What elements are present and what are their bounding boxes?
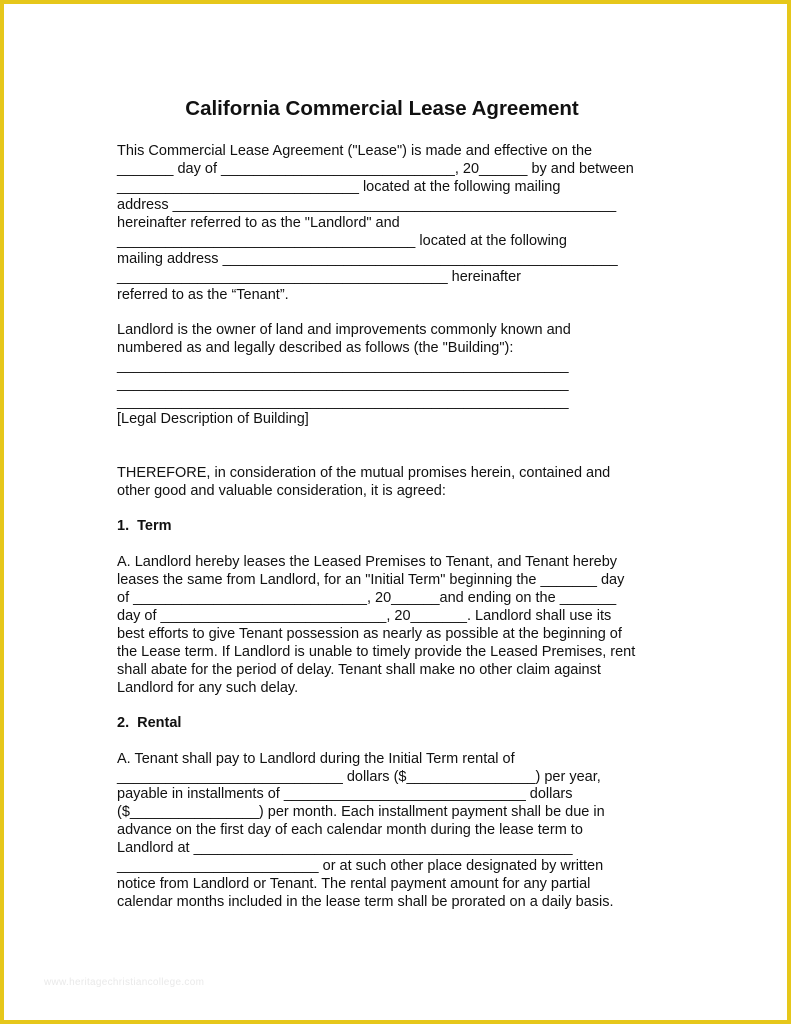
legal-description-blank: ________________________________________________________ xyxy=(117,376,569,392)
intro-line: referred to as the “Tenant”. xyxy=(117,287,289,303)
rental-line: _________________________ or at such other place designated by written xyxy=(117,858,604,874)
term-line: of _____________________________, 20______and ending on the _______ xyxy=(117,590,617,606)
therefore-line: THEREFORE, in consideration of the mutual promises herein, contained and xyxy=(117,465,611,481)
document-title: California Commercial Lease Agreement xyxy=(185,97,579,120)
building-line: numbered as and legally described as follows (the "Building"): xyxy=(117,340,514,356)
term-line: the Lease term. If Landlord is unable to timely provide the Leased Premises, rent xyxy=(117,644,636,660)
rental-line: notice from Landlord or Tenant. The rental payment amount for any partial xyxy=(117,876,591,892)
term-line: A. Landlord hereby leases the Leased Premises to Tenant, and Tenant hereby xyxy=(117,554,618,570)
section-term-heading: 1. Term xyxy=(117,518,172,534)
section-rental-heading: 2. Rental xyxy=(117,715,182,731)
intro-line: hereinafter referred to as the "Landlord" and xyxy=(117,215,400,231)
intro-line: _____________________________________ located at the following xyxy=(117,233,567,249)
rental-line: A. Tenant shall pay to Landlord during the Initial Term rental of xyxy=(117,751,515,767)
therefore-line: other good and valuable consideration, it is agreed: xyxy=(117,483,446,499)
intro-line: _________________________________________ hereinafter xyxy=(117,269,521,285)
intro-line: This Commercial Lease Agreement ("Lease") is made and effective on the xyxy=(117,143,593,159)
watermark: www.heritagechristiancollege.com xyxy=(44,977,205,988)
intro-line: mailing address _________________________________________________ xyxy=(117,251,618,267)
legal-description-caption: [Legal Description of Building] xyxy=(117,411,309,427)
rental-line: ($________________) per month. Each installment payment shall be due in xyxy=(117,804,605,820)
intro-line: _______ day of _____________________________, 20______ by and between xyxy=(117,161,634,177)
rental-line: ____________________________ dollars ($________________) per year, xyxy=(117,769,601,785)
legal-description-blank: ________________________________________________________ xyxy=(117,394,569,410)
rental-line: calendar months included in the lease term shall be prorated on a daily basis. xyxy=(117,894,614,910)
term-line: leases the same from Landlord, for an "Initial Term" beginning the _______ day xyxy=(117,572,625,588)
legal-description-blank: ________________________________________________________ xyxy=(117,358,569,374)
term-line: Landlord for any such delay. xyxy=(117,680,299,696)
term-line: best efforts to give Tenant possession as nearly as possible at the beginning of xyxy=(117,626,622,642)
intro-line: ______________________________ located at the following mailing xyxy=(117,179,561,195)
building-line: Landlord is the owner of land and improvements commonly known and xyxy=(117,322,571,338)
rental-line: advance on the first day of each calendar month during the lease term to xyxy=(117,822,583,838)
intro-line: address _______________________________________________________ xyxy=(117,197,617,213)
rental-line: Landlord at _______________________________________________ xyxy=(117,840,573,856)
rental-line: payable in installments of ______________________________ dollars xyxy=(117,786,573,802)
term-line: day of ____________________________, 20_______. Landlord shall use its xyxy=(117,608,612,624)
term-line: shall abate for the period of delay. Tenant shall make no other claim against xyxy=(117,662,601,678)
